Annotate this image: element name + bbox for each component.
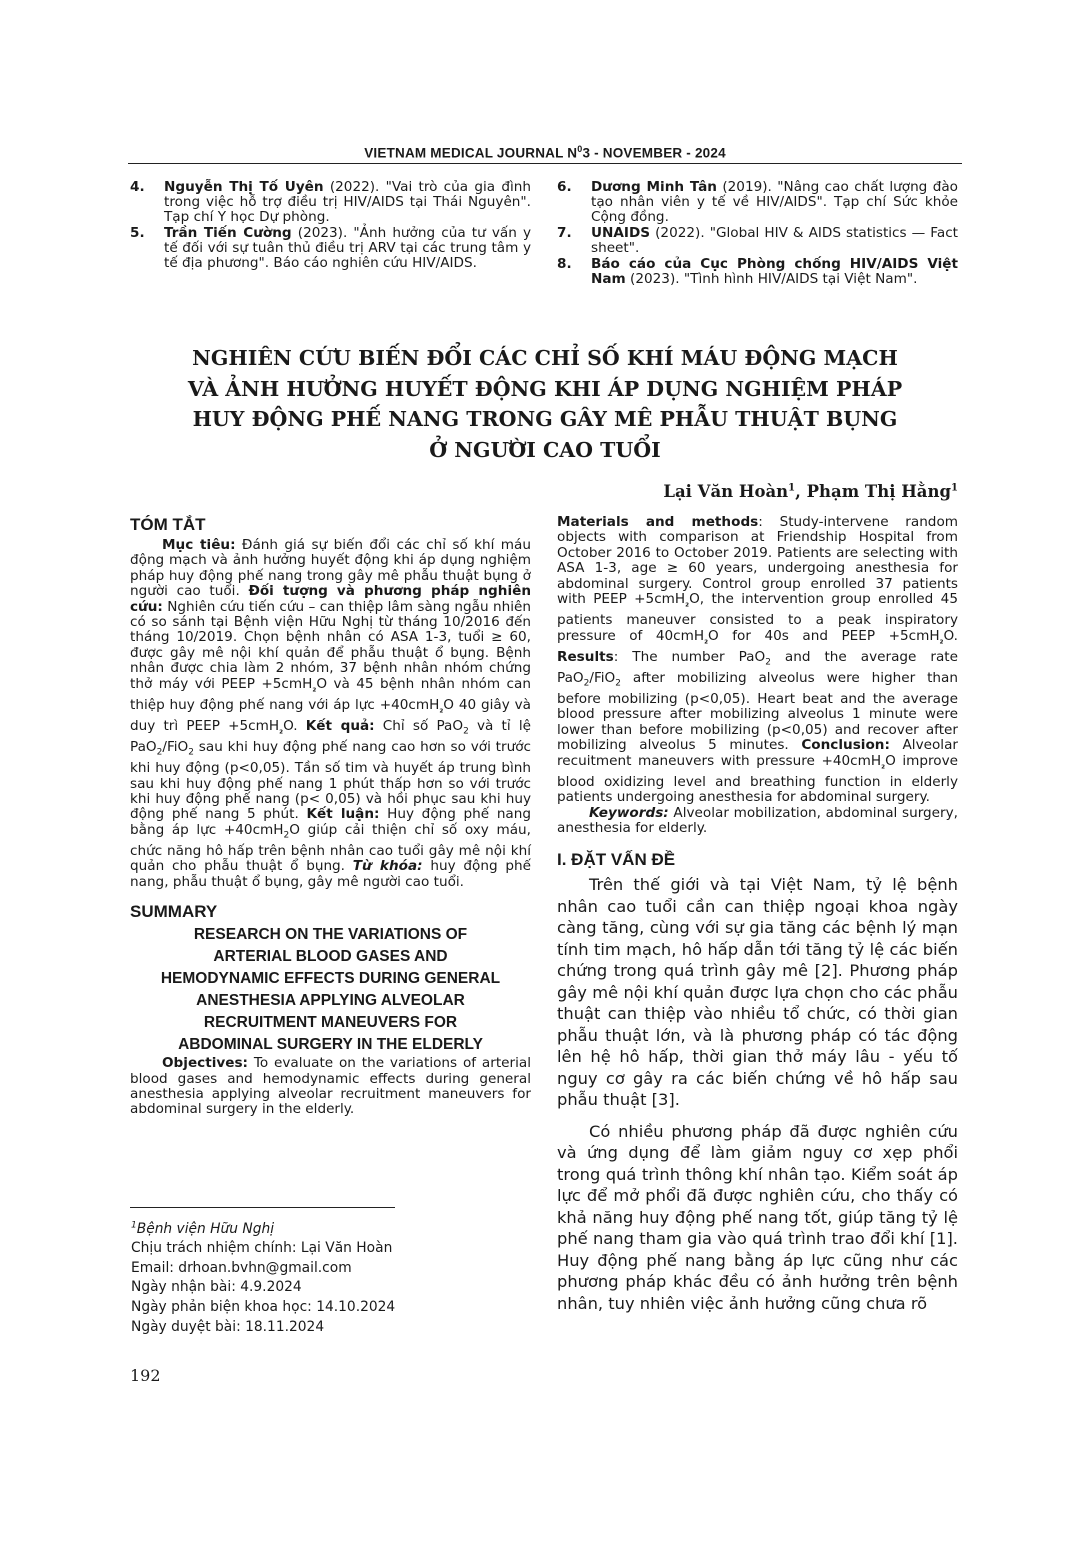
english-keywords: Keywords: Alveolar mobilization, abdominal surgery, anesthesia for elderly. (557, 804, 958, 836)
reference-item: 6. Dương Minh Tân (2019). "Nâng cao chất lượng đào tạo nhân viên y tế về HIV/AIDS". Tạp chí Sức khỏe Cộng đồng. (557, 179, 958, 225)
summary-heading: SUMMARY (130, 902, 218, 922)
vietnamese-abstract: Mục tiêu: Đánh giá sự biến đổi các chỉ số khí máu động mạch và ảnh hưởng huyết động khi áp dụng nghiệm pháp huy động phế nang trong gây mê phẫu thuật bụng ở người cao tuổi. Đối tượng và phương pháp nghiên cứu: Nghiên cứu tiến cứu – can thiệp lâm sàng ngẫu nhiên có so sánh tại Bệnh viện Hữu Nghị từ tháng 10/2016 đến tháng 10/2019. Chọn bệnh nhân có ASA 1-3, tuổi ≥ 60, được gây mê nội khí quản để phẫu thuật ổ bụng. Bệnh nhân được chia làm 2 nhóm, 37 bệnh nhân nhóm chứng thở máy với PEEP +5cmH$_{_2}$O và 45 bệnh nhân nhóm can thiệp huy động phế nang với áp lực +40cmH$_{_2}$O 40 giây và duy trì PEEP +5cmH$_{_2}$O. Kết quả: Chỉ số PaO$_2$ và tỉ lệ PaO$_2$/FiO$_2$ sau khi huy động phế nang cao hơn so với trước khi huy động (p<0,05). Tần số tim và huyết áp trung bình sau khi huy động phế nang 1 phút thấp hơn so với trước khi huy động phế nang (p< 0,05) và hồi phục sau khi huy động phế nang 5 phút. Kết luận: Huy động phế nang bằng áp lực +40cmH$_2$O giúp cải thiện chỉ số oxy máu, chức năng hô hấp trên bệnh nhân cao tuổi gây mê nội khí quản cho phẫu thuật ổ bụng. Từ khóa: huy động phế nang, phẫu thuật ổ bụng, gây mê người cao tuổi. (130, 537, 532, 890)
intro-heading: I. ĐẶT VẤN ĐỀ (557, 850, 676, 870)
reference-item: 5. Trần Tiến Cường (2023). "Ảnh hưởng của tư vấn y tế đối với sự tuân thủ điều trị ARV tại các trung tâm y tế địa phương". Báo cáo nghiên cứu HIV/AIDS. (130, 225, 532, 271)
left-column (130, 515, 531, 1118)
english-title: RESEARCH ON THE VARIATIONS OF ARTERIAL BLOOD GASES AND HEMODYNAMIC EFFECTS DURING GENERAL ANESTHESIA APPLYING ALVEOLAR RECRUITMENT MANEUVERS FOR ABDOMINAL SURGERY IN THE ELDERLY (160, 926, 501, 1054)
abstract-heading: TÓM TẮT (130, 515, 206, 534)
footnote: $^1$Bệnh viện Hữu Nghị Chịu trách nhiệm chính: Lại Văn Hoàn Email: drhoan.bvhn@gmail.com Ngày nhận bài: 4.9.2024 Ngày phản biện khoa học: 14.10.2024 Ngày duyệt bài: 18.11.2024 (131, 1220, 396, 1335)
header-rule (128, 163, 962, 164)
right-column (557, 515, 958, 1314)
reference-item: 4. Nguyễn Thị Tố Uyên (2022). "Vai trò của gia đình trong việc hỗ trợ điều trị HIV/AIDS tại Thái Nguyên". Tạp chí Y học Dự phòng. (130, 179, 531, 225)
reference-item: 8. Báo cáo của Cục Phòng chống HIV/AIDS Việt Nam (2023). "Tình hình HIV/AIDS tại Việt Nam". (557, 256, 958, 287)
english-abstract: Materials and methods: Study-intervene random objects with comparison at Friendship Hospital from October 2016 to October 2019. Patients are selecting with ASA 1-3, age ≥ 60 years, undergoing anesthesia for abdominal surgery. Control group enrolled 37 patients with PEEP +5cmH$_{_2}$O, the intervention group enrolled 45 patients maneuver consisted to a peak inspiratory pressure of 40cmH$_{_2}$O for 40s and PEEP +5cmH$_{_2}$O. Results: The number PaO$_2$ and the average rate PaO$_2$/FiO$_2$ after mobilizing alveolus were higher than before mobilizing (p<0,05). Heart beat and the average blood pressure after mobilizing alveolus 1 minute were lower than before mobilizing (p<0,05) and recover after mobilizing alveolus 5 minutes. Conclusion: Alveolar recuitment maneuvers with pressure +40cmH$_{_2}$O improve blood oxidizing level and breathing function in elderly patients undergoing anesthesia for abdominal surgery. (557, 514, 959, 806)
references-left (130, 180, 531, 272)
intro-paragraph-2: Có nhiều phương pháp đã được nghiên cứu và ứng dụng để làm giảm nguy cơ xẹp phổi trong quá trình thông khí nhân tạo. Kiểm soát áp lực để mở phổi đã được nghiên cứu, cho thấy có khả năng huy động phế nang tốt, giúp tăng tỷ lệ phế nang tham gia vào quá trình trao đổi khí [1]. Huy động phế nang bằng áp lực cũng như các phương pháp khác đều có ảnh hưởng trên bệnh nhân, tuy nhiên việc ảnh hưởng cũng chưa rõ (557, 1121, 958, 1313)
intro-paragraph-1: Trên thế giới và tại Việt Nam, tỷ lệ bệnh nhân cao tuổi cần can thiệp ngoại khoa ngày càng tăng, cùng với sự gia tăng các bệnh lý mạn tính tim mạch, hô hấp dẫn tới tăng tỷ lệ các biến chứng trong quá trình gây mê [2]. Phương pháp gây mê nội khí quản được lựa chọn cho các phẫu thuật can thiệp vào nhiều tổ chức, có thời gian phẫu thuật lớn, và là phương pháp có tác động lên hệ hô hấp, thời gian thở máy lâu - yếu tố nguy cơ gây ra các biến chứng về hô hấp sau phẫu thuật [3]. (557, 875, 958, 1110)
reference-item: 7. UNAIDS (2022). "Global HIV & AIDS statistics — Fact sheet". (557, 225, 958, 256)
references-right (557, 180, 958, 288)
english-objectives: Objectives: To evaluate on the variations of arterial blood gases and hemodynamic effects during general anesthesia applying alveolar recruitment maneuvers for abdominal surgery in the elderly. (130, 1055, 531, 1118)
page-number: 192 (130, 1366, 161, 1385)
article-title: NGHIÊN CỨU BIẾN ĐỔI CÁC CHỈ SỐ KHÍ MÁU ĐỘNG MẠCH VÀ ẢNH HƯỞNG HUYẾT ĐỘNG KHI ÁP DỤNG NGHIỆM PHÁP HUY ĐỘNG PHẾ NANG TRONG GÂY MÊ PHẪU THUẬT BỤNG Ở NGƯỜI CAO TUỔI (187, 346, 903, 462)
authors: Lại Văn Hoàn$^1$, Phạm Thị Hằng$^1$ (663, 482, 958, 501)
footnote-rule (130, 1207, 395, 1208)
running-header: VIETNAM MEDICAL JOURNAL $N^03$ - NOVEMBER - 2024 (364, 144, 726, 161)
